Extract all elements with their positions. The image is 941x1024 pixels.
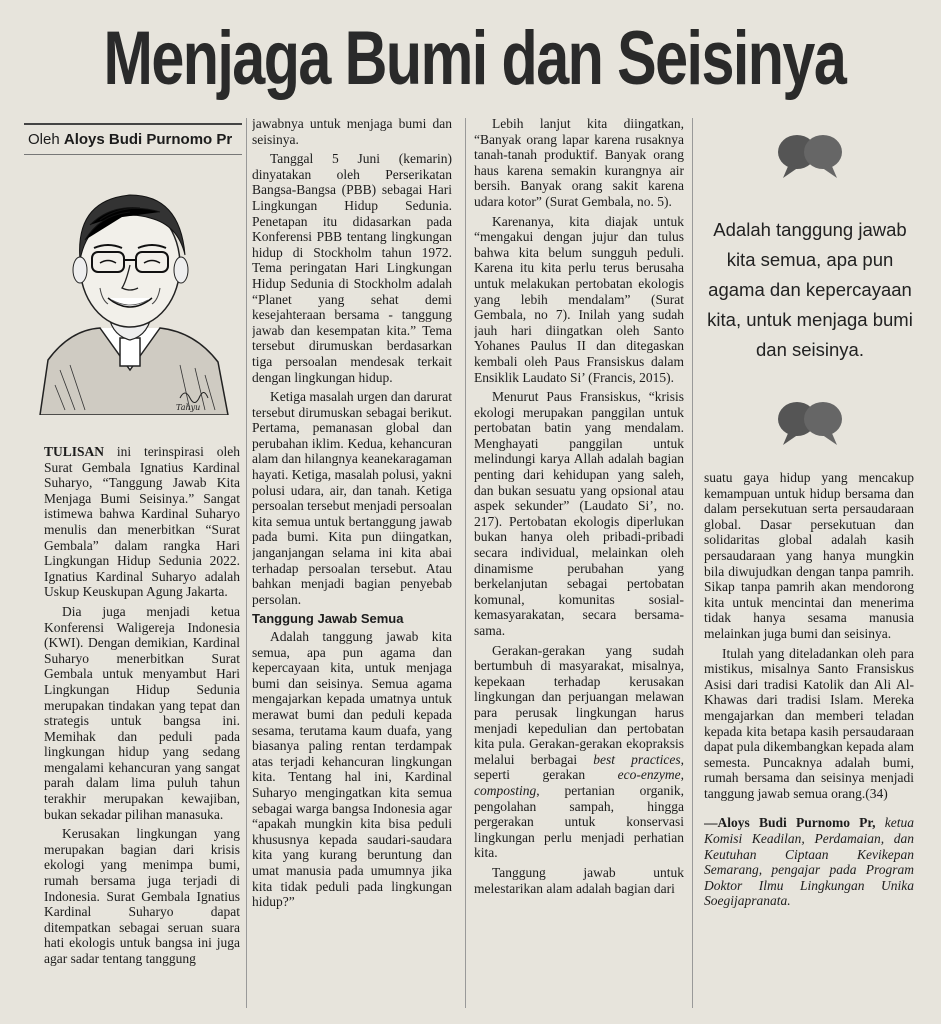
pull-quote-box — [700, 125, 920, 465]
paragraph: suatu gaya hidup yang mencakup kemampuan untuk hidup bersama dan dalam persekutuan serta persaudaraan global. Dasar persekutuan dan solidaritas global adalah kasih persaudaraan yang hanya mungkin bila diwujudkan dengan tanpa pamrih. Sikap tanpa pamrih akan mendorong kita untuk mencintai dan menerima tidak hanya sesama manusia melainkan juga bumi dan seisinya. — [704, 470, 914, 641]
italic-term: best practices — [593, 751, 681, 767]
paragraph: Tanggung jawab untuk melestarikan alam adalah bagian dari — [474, 864, 684, 896]
column-divider — [465, 118, 466, 1008]
paragraph — [474, 643, 684, 861]
section-subheading: Tanggung Jawab Semua — [252, 611, 404, 627]
article-column-1 — [44, 444, 240, 1014]
paragraph: Kerusakan lingkungan yang merupakan bagian dari krisis ekologi yang menimpa bumi, rumah bersama juga terjadi di Indonesia. Surat Gembala Ignatius Kardinal Suharyo dapat ditempatkan sebagai seruan suara hati ekologis untuk bangsa ini juga agar sadar tentang tanggung — [44, 826, 240, 966]
paragraph: Lebih lanjut kita diingatkan, “Banyak orang lapar karena rusaknya tanah-tanah produktif. Banyak orang haus karena semakin kurangnya air bersih. Banyak orang sakit karena udara kotor” (Surat Gembala, no. 5). — [474, 116, 684, 209]
author-portrait-illustration — [30, 170, 235, 415]
headline: Menjaga Bumi dan Seisinya — [103, 16, 846, 101]
signature-name: —Aloys Budi Purnomo Pr, — [704, 815, 876, 831]
paragraph-text: , — [680, 767, 684, 783]
column-divider — [246, 118, 247, 1008]
author-signature — [704, 815, 914, 909]
quote-close-icon — [775, 397, 845, 447]
lead-word: TULISAN — [44, 444, 105, 459]
byline-author: Aloys Budi Purnomo Pr — [63, 131, 233, 148]
paragraph-text: ini terinspirasi oleh Surat Gembala Ignatius Kardinal Suharyo, “Tanggung Jawab Kita Menjaga Bumi Seisinya.” Sangat istimewa bahwa Kardinal Suharyo menulis dan menerbitkan “Surat Gembala” dalam rangka Hari Lingkungan Hidup Sedunia 2022. Ignatius Kardinal Suharyo adalah Uskup Keuskupan Agung Jakarta. — [44, 444, 240, 600]
paragraph: Dia juga menjadi ketua Konferensi Waligereja Indonesia (KWI). Dengan demikian, Kardinal Suharyo menerbitkan Surat Gembala untuk menyambut Hari Lingkungan Hidup Sedunia merupakan tindakan yang tepat dan strategis untuk bangsa ini. Memihak dan peduli pada lingkungan hidup yang sedang mengalami kehancuran yang sangat parah dalam lima puluh tahun terakhir merupakan kewajiban, bukan sekadar pilihan manasuka. — [44, 603, 240, 822]
italic-term: eco-enzyme — [617, 767, 681, 783]
headline-area — [0, 0, 941, 118]
paragraph-text: Gerakan-gerakan yang sudah bertumbuh di masyarakat, misalnya, kepekaan terhadap kerusakan lingkungan dan perjuangan melawan para perusak lingkungan harus menjadi kepedulian dan pertobatan kita pula. Gerakan-gerakan ekopraksis melalui berbagai — [474, 642, 684, 767]
column-divider — [692, 118, 693, 1008]
paragraph: Adalah tanggung jawab kita semua, apa pun agama dan kepercayaan kita, untuk menjaga bumi dan seisinya. Semua agama mengajarkan kepada umatnya untuk merawat bumi dan peduli kepada sesama, terutama kaum duafa, yang biasanya paling rentan terdampak atas terjadi kehancuran lingkungan kita. Tentang hal ini, Kardinal Suharyo mengingatkan kita semua sebagai warga bangsa Indonesia agar “apakah mungkin kita bisa peduli khususnya kepada saudari-saudara kita yang kurang beruntung dan umat manusia pada umumnya jika kita tidak peduli pada lingkungan hidup?” — [252, 629, 452, 910]
portrait-signature: Tahyu — [176, 403, 201, 412]
article-column-2 — [252, 116, 452, 1016]
paragraph: Tanggal 5 Juni (kemarin) dinyatakan oleh Perserikatan Bangsa-Bangsa (PBB) sebagai Hari Lingkungan Hidup Sedunia. Penetapan itu didasarkan pada Konferensi PBB tentang lingkungan hidup di Stockholm tahun 1972. Tema peringatan Hari Lingkungan Hidup Sedunia di Stockholm adalah “Planet yang sehat demi kesejahteraan bersama - tanggung jawab dan kesempatan kita.” Tema tersebut dirumuskan berdasarkan tiga persoalan mendesak terkait dengan lingkungan hidup. — [252, 151, 452, 385]
byline-prefix: Oleh — [28, 131, 60, 148]
paragraph-text: , seperti gerakan — [474, 751, 684, 783]
paragraph: Itulah yang diteladankan oleh para mistikus, misalnya Santo Fransiskus Asisi dari tradisi Katolik dan Ali Al-Khawas dari tradisi Islam. Mereka mengajarkan dan memberi teladan kepada kita betapa kasih persaudaraan dapat pula dikembangkan kepada alam semesta. Puncaknya adalah bumi, rumah bersama dan seisinya menjadi tanggung jawab semua orang.(34) — [704, 645, 914, 801]
article-column-3 — [474, 116, 684, 1016]
paragraph: Karenanya, kita diajak untuk “mengakui dengan jujur dan tulus bahwa kita belum sungguh peduli. Karena itu kita perlu terus berusaha untuk melakukan pertobatan ekologis yang lebih mendalam” (Surat Gembala, no 7). Inilah yang sudah jauh hari diingatkan oleh Santo Yohanes Paulus II dan ditegaskan kembali oleh Paus Fransiskus dalam Ensiklik Laudato Si’ (Francis, 2015). — [474, 213, 684, 385]
byline — [24, 123, 242, 155]
paragraph: Ketiga masalah urgen dan darurat tersebut dirumuskan sebagai berikut. Pertama, pemanasan global dan perubahan iklim. Kedua, kehancuran alam dan hilangnya keanekaragaman hayati. Ketiga, masalah polusi, yakni polusi udara, air, dan tanah. Ketiga persoalan tersebut menjadi persoalan kita semua untuk bertanggung jawab pada bumi. Kita pun diingatkan, janganjangan selama ini kita abai terhadap persoalan tersebut. Atau bahkan menjadi bagian penyebab persolan. — [252, 389, 452, 607]
paragraph: Menurut Paus Fransiskus, “krisis ekologi merupakan panggilan untuk pertobatan batin yang mendalam. Menghayati panggilan untuk melindungi karya Allah adalah bagian penting dari kehidupan yang saleh, dan bukan sesuatu yang opsional atau aspek sekunder” (Laudato Si’, no. 217). Pertobatan ekologis diperlukan bukan hanya oleh pribadi-pribadi secara individual, melainkan oleh dinamisme perubahan yang berkelanjutan sebagai pertobatan komunal, komunitas sosial-kemasyarakatan, secara bersama-sama. — [474, 389, 684, 638]
article-column-4 — [704, 470, 914, 1015]
pull-quote-text: Adalah tanggung jawab kita semua, apa pun agama dan kepercayaan kita, untuk menjaga bumi dan seisinya. — [707, 219, 913, 360]
quote-open-icon — [775, 130, 845, 180]
paragraph: jawabnya untuk menjaga bumi dan seisinya. — [252, 116, 452, 147]
signature-description: ketua Komisi Keadilan, Perdamaian, dan Keutuhan Ciptaan Kevikepan Semarang, pengajar pada Program Doktor Ilmu Lingkungan Unika Soegijapranata. — [704, 815, 914, 909]
paragraph-text: , pertanian organik, pengolahan sampah, hingga pergerakan untuk konservasi lingkungan perlu menjadi perhatian kita. — [474, 782, 684, 861]
italic-term: composting — [474, 782, 537, 798]
paragraph — [44, 444, 240, 600]
